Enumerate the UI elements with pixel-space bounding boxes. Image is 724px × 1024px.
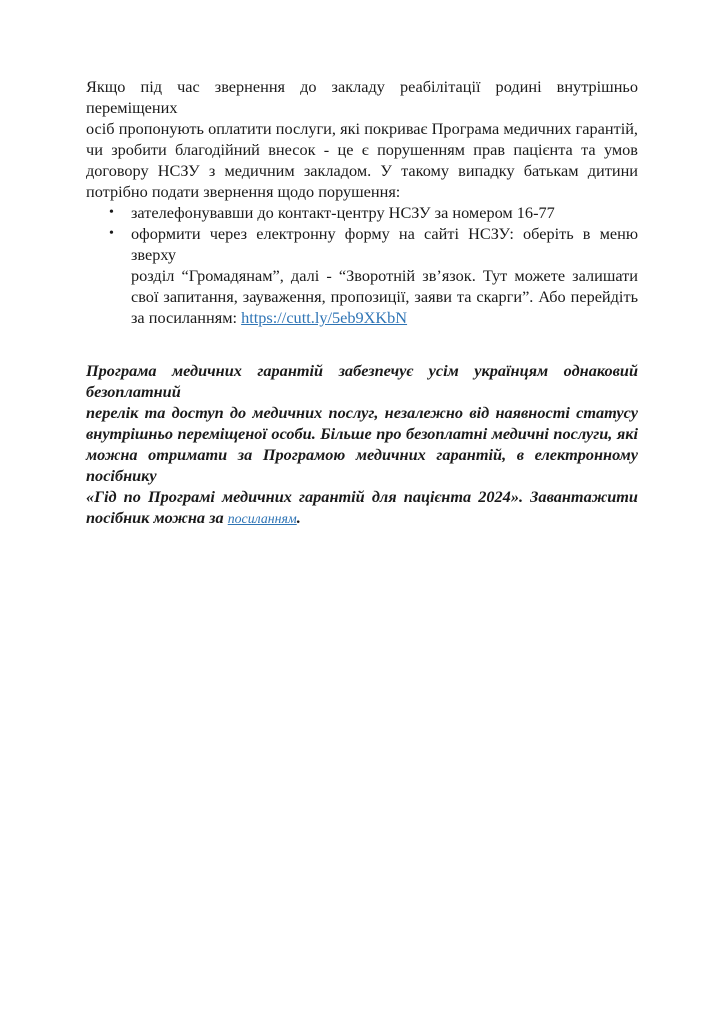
text-line: свої запитання, зауваження, пропозиції, заяви та скарги”. Або перейдіть	[131, 287, 638, 306]
text-line	[131, 307, 638, 328]
bullet-item-phone	[86, 202, 638, 223]
note-paragraph	[86, 360, 638, 529]
text-line: Програма медичних гарантій забезпечує усім українцям однаковий безоплатний	[86, 361, 638, 401]
link-prefix-text: за посиланням:	[131, 308, 242, 327]
text-line	[86, 507, 638, 529]
text-line: договору НСЗУ з медичним закладом. У такому випадку батькам дитини	[86, 161, 638, 180]
text-line: перелік та доступ до медичних послуг, незалежно від наявності статусу	[86, 403, 638, 422]
intro-paragraph	[86, 76, 638, 202]
link-suffix-text: .	[296, 508, 301, 527]
text-line: чи зробити благодійний внесок - це є порушенням прав пацієнта та умов	[86, 140, 638, 159]
document-content	[86, 76, 638, 529]
text-line: потрібно подати звернення щодо порушення:	[86, 182, 401, 201]
text-line: оформити через електронну форму на сайті НСЗУ: оберіть в меню зверху	[131, 224, 638, 264]
link-prefix-text: посібник можна за	[86, 508, 228, 527]
text-line: осіб пропонують оплатити послуги, які покриває Програма медичних гарантій,	[86, 119, 638, 138]
nszu-feedback-url-link[interactable]: https://cutt.ly/5eb9XKbN	[241, 308, 408, 327]
text-line: можна отримати за Програмою медичних гарантій, в електронному посібнику	[86, 445, 638, 485]
bullet-icon: •	[109, 205, 114, 220]
bullet-list	[86, 202, 638, 328]
guide-download-link[interactable]: посиланням	[227, 511, 297, 526]
text-line: «Гід по Програмі медичних гарантій для пацієнта 2024». Завантажити	[86, 487, 638, 506]
bullet-item-form	[86, 223, 638, 328]
text-line: зателефонувавши до контакт-центру НСЗУ за номером 16-77	[131, 203, 555, 222]
bullet-icon: •	[109, 226, 114, 241]
text-line: Якщо під час звернення до закладу реабілітації родині внутрішньо переміщених	[86, 77, 638, 117]
text-line: внутрішньо переміщеної особи. Більше про безоплатні медичні послуги, які	[86, 424, 638, 443]
text-line: розділ “Громадянам”, далі - “Зворотній зв’язок. Тут можете залишати	[131, 266, 638, 285]
